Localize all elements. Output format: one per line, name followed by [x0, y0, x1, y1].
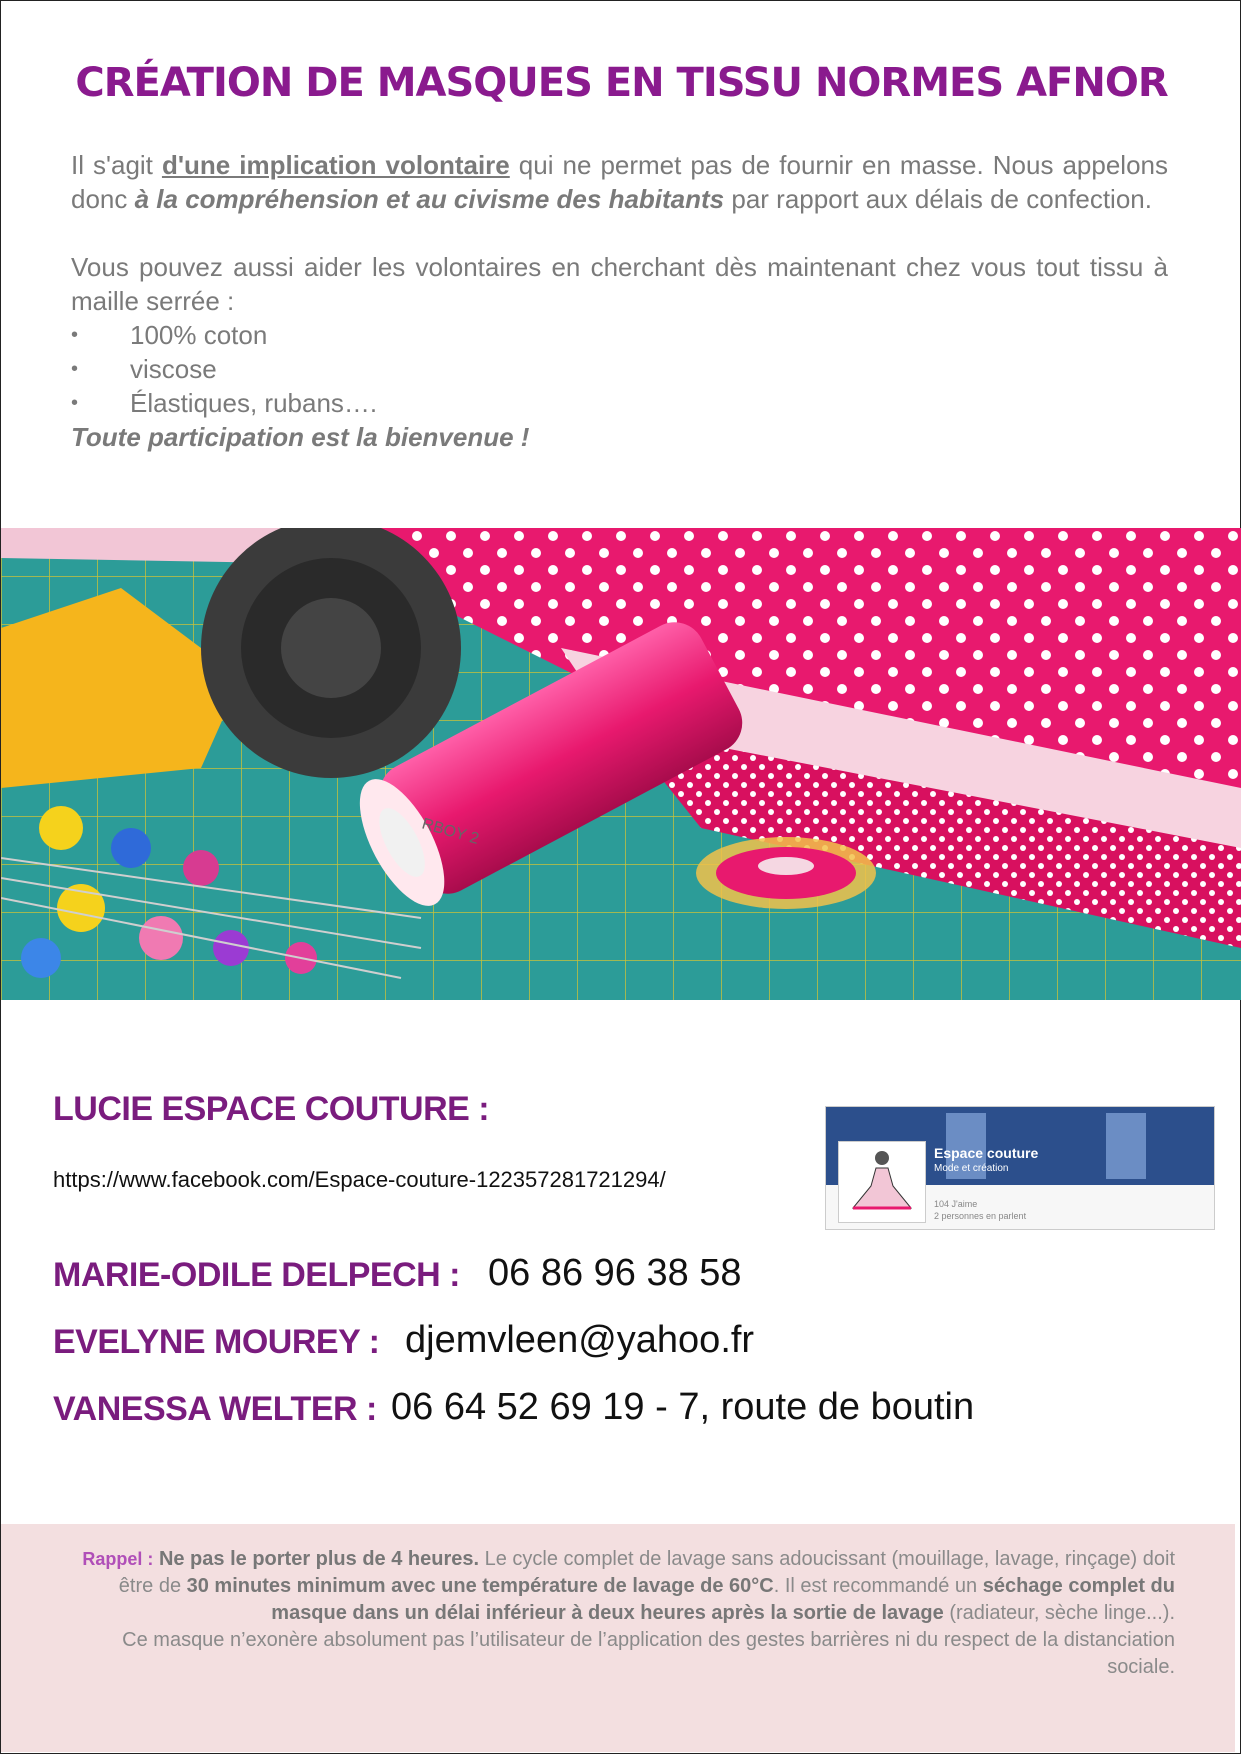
fb-page-subtitle: Mode et création [934, 1163, 1009, 1174]
fb-page-name: Espace couture [934, 1145, 1039, 1161]
intro-text: qui ne permet pas de fournir en masse. Nous appelons donc [71, 150, 1168, 214]
reminder-part: Le cycle complet de lavage sans adoucissant (mouillage, lavage, rinçage) doit être de [118, 1548, 1175, 1597]
fb-profile-picture [838, 1141, 926, 1223]
materials-list [71, 318, 1168, 420]
intro-paragraph-1 [71, 148, 1168, 216]
bobbin [696, 837, 876, 909]
lucie-label: LUCIE ESPACE COUTURE : [53, 1090, 490, 1128]
reminder-bold: 30 minutes minimum avec une température de lavage de 60°C [186, 1575, 774, 1597]
vanessa-label: VANESSA WELTER : [53, 1390, 377, 1428]
page-title: CRÉATION DE MASQUES EN TISSU NORMES AFNOR [75, 60, 1168, 106]
list-item: • 100% coton [71, 318, 1168, 352]
intro-section [71, 148, 1168, 454]
fb-talking: 2 personnes en parlent [934, 1211, 1027, 1221]
reminder-bold: Ne pas le porter plus de 4 heures. [158, 1548, 480, 1570]
fb-likes: 104 J'aime [934, 1199, 978, 1209]
facebook-page-card[interactable] [825, 1106, 1215, 1230]
vanessa-contact: 06 64 52 69 19 - 7, route de boutin [391, 1386, 975, 1428]
intro-emphasis-civisme: à la compréhension et au civisme des habitants [134, 184, 725, 214]
reminder-box [1, 1524, 1235, 1752]
intro-text: par rapport aux délais de confection. [724, 184, 1152, 214]
list-item: • Élastiques, rubans…. [71, 386, 1168, 420]
spool-label: RBOY 2 [419, 815, 481, 848]
marie-phone: 06 86 96 38 58 [488, 1252, 742, 1294]
intro-text: Il s'agit [71, 150, 162, 180]
evelyne-email: djemvleen@yahoo.fr [405, 1319, 755, 1361]
reminder-label: Rappel : [82, 1549, 154, 1569]
sewing-photo [1, 528, 1241, 1000]
list-item: • viscose [71, 352, 1168, 386]
marie-label: MARIE-ODILE DELPECH : [53, 1256, 460, 1294]
sewing-illustration [1, 528, 1241, 1000]
evelyne-label: EVELYNE MOUREY : [53, 1323, 380, 1361]
reminder-text [65, 1546, 1175, 1681]
closing-line: Toute participation est la bienvenue ! [71, 422, 530, 452]
intro-emphasis-volontaire: d'une implication volontaire [161, 150, 510, 180]
dress-icon [839, 1142, 925, 1222]
reminder-disclaimer: Ce masque n’exonère absolument pas l’utilisateur de l’application des gestes barrières ni du respect de la distanciation sociale. [122, 1629, 1175, 1678]
intro-paragraph-2: Vous pouvez aussi aider les volontaires en cherchant dès maintenant chez vous tout tissu à maille serrée : [71, 252, 1168, 316]
reminder-part: . Il est recommandé un [773, 1575, 983, 1597]
reminder-bold: séchage complet du masque dans un délai inférieur à deux heures après la sortie de lavage [271, 1575, 1175, 1624]
facebook-link[interactable]: https://www.facebook.com/Espace-couture-122357281721294/ [53, 1167, 666, 1192]
reminder-part: (radiateur, sèche linge...). [943, 1602, 1175, 1624]
